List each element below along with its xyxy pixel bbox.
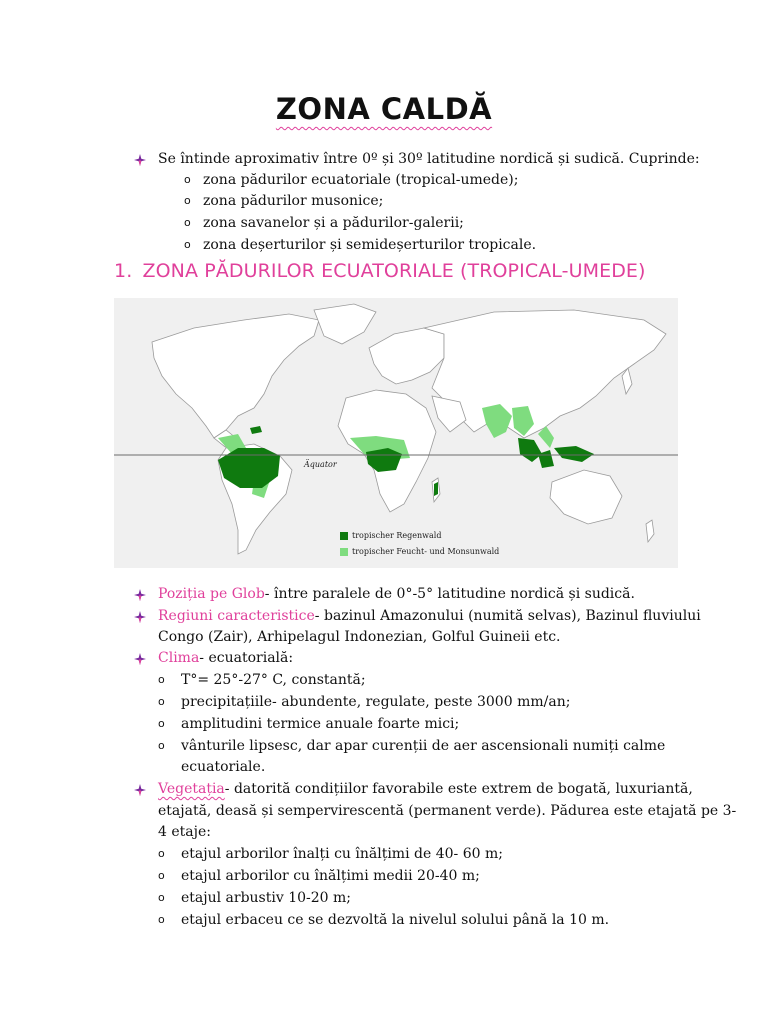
sub-bullet: o [184, 194, 191, 207]
vegetatia-text-2: etajată, deasă și sempervirescentă (permanent verde). Pădurea este etajată pe 3- [158, 803, 737, 819]
pozitia-label: Poziția pe Glob [158, 586, 265, 602]
vegetatia-item: etajul arbustiv 10-20 m; [181, 890, 352, 906]
pozitia-line [158, 584, 635, 604]
sub-bullet: o [158, 695, 165, 708]
regiuni-label: Regiuni caracteristice [158, 608, 315, 624]
legend-label-rainforest: tropischer Regenwald [352, 531, 442, 540]
clima-item: T°= 25°-27° C, constantă; [181, 672, 366, 688]
legend-swatch-monsoon [340, 548, 348, 556]
clima-item: vânturile lipsesc, dar apar curenții de aer ascensionali numiți calme [181, 738, 666, 754]
regiuni-line [158, 606, 701, 626]
four-point-star-icon [134, 653, 146, 665]
sub-bullet: o [184, 238, 191, 251]
europe-landmass [369, 328, 444, 384]
rainforest-madagascar [434, 482, 438, 496]
clima-item: amplitudini termice anuale foarte mici; [181, 716, 460, 732]
australia-landmass [550, 470, 622, 524]
intro-item: zona pădurilor musonice; [203, 193, 384, 209]
sub-bullet: o [158, 891, 165, 904]
four-point-star-icon [134, 589, 146, 601]
sub-bullet: o [158, 869, 165, 882]
sub-bullet: o [184, 216, 191, 229]
intro-item: zona pădurilor ecuatoriale (tropical-umede); [203, 172, 519, 188]
world-map-figure [114, 298, 678, 568]
legend-label-monsoon: tropischer Feucht- und Monsunwald [352, 547, 500, 556]
regiuni-text-2: Congo (Zair), Arhipelagul Indonezian, Golful Guineii etc. [158, 629, 561, 645]
world-map [114, 298, 678, 568]
regiuni-text: - bazinul Amazonului (numită selvas), Bazinul fluviului [314, 608, 701, 624]
four-point-star-icon [134, 611, 146, 623]
rainforest-caribbean [250, 426, 262, 434]
section-heading [114, 258, 646, 284]
section-number: 1. [114, 260, 133, 282]
greenland-landmass [314, 304, 376, 344]
intro-text: Se întinde aproximativ între 0º și 30º latitudine nordică și sudică. Cuprinde: [158, 151, 700, 167]
pozitia-text: - între paralele de 0°-5° latitudine nordică și sudică. [264, 586, 635, 602]
japan-landmass [622, 368, 632, 394]
sub-bullet: o [158, 913, 165, 926]
north-america-landmass [152, 314, 319, 438]
four-point-star-icon [134, 784, 146, 796]
vegetatia-item: etajul arborilor cu înălțimi medii 20-40 m; [181, 868, 480, 884]
intro-item: zona savanelor și a pădurilor-galerii; [203, 215, 464, 231]
intro-item: zona deșerturilor și semideșerturilor tropicale. [203, 237, 537, 253]
rainforest-indonesia [518, 438, 542, 462]
sub-bullet: o [158, 673, 165, 686]
clima-line [158, 648, 293, 668]
vegetatia-text-3: 4 etaje: [158, 824, 211, 840]
vegetatia-item: etajul erbaceu ce se dezvoltă la nivelul solului până la 10 m. [181, 912, 610, 928]
equator-label: Äquator [304, 460, 337, 469]
legend-swatch-rainforest [340, 532, 348, 540]
section-title: ZONA PĂDURILOR ECUATORIALE (TROPICAL-UMEDE) [142, 260, 646, 282]
new-zealand-landmass [646, 520, 654, 542]
four-point-star-icon [134, 154, 146, 166]
clima-text: - ecuatorială: [199, 650, 294, 666]
sub-bullet: o [158, 847, 165, 860]
sub-bullet: o [184, 173, 191, 186]
clima-item: precipitațiile- abundente, regulate, peste 3000 mm/an; [181, 694, 571, 710]
sub-bullet: o [158, 717, 165, 730]
vegetatia-item: etajul arborilor înalți cu înălțimi de 40- 60 m; [181, 846, 503, 862]
sub-bullet: o [158, 739, 165, 752]
rainforest-new-guinea [554, 446, 594, 462]
page-title: ZONA CALDĂ [275, 92, 493, 126]
vegetatia-line [158, 779, 693, 799]
vegetatia-label: Vegetația [158, 781, 225, 797]
clima-item-continued: ecuatoriale. [181, 759, 266, 775]
clima-label: Clima [158, 650, 200, 666]
vegetatia-text: - datorită condițiilor favorabile este extrem de bogată, luxuriantă, [224, 781, 693, 797]
